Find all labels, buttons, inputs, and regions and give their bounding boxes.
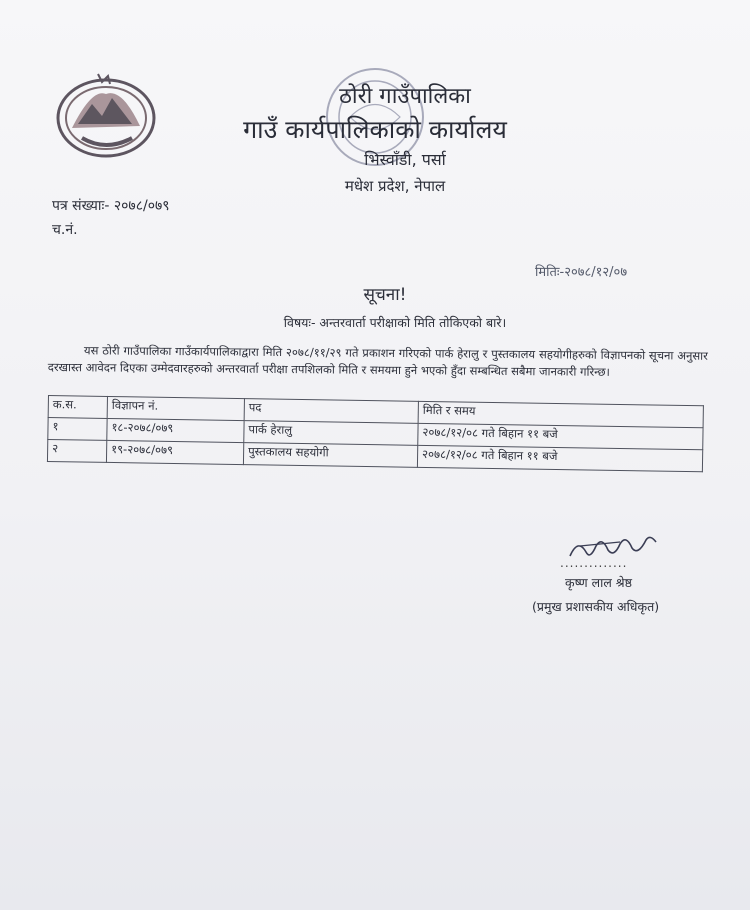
notice-title: सूचना! [363, 285, 407, 305]
interview-schedule-table [47, 395, 704, 472]
table-cell: २०७८/१२/०८ गते बिहान ११ बजे [418, 423, 703, 449]
notice-body-text: यस ठोरी गाउँपालिका गाउँकार्यपालिकाद्वारा मिति २०७८/११/२९ गते प्रकाशन गरिएको पार्क हेरालु र पुस्तकालय सहयोगीहरुको विज्ञापनको सूचना अनुसार दरखास्त आवेदन दिएका उम्मेदवारहरुको अन्तरवार्ता परीक्षा तपशिलको मिति र समयमा हुने भएको हुँदा सम्बन्धित सबैमा जानकारी गरिन्छ। [47, 343, 708, 379]
table-cell: पुस्तकालय सहयोगी [243, 443, 417, 468]
table-cell: पार्क हेरालु [244, 421, 418, 446]
table-header-cell: पद [244, 399, 418, 424]
table-cell: १९-२०७८/०७९ [106, 440, 243, 464]
office-location: भिस्वाँडी, पर्सा [364, 150, 446, 169]
municipality-name: ठोरी गाउँपालिका [339, 84, 471, 109]
province-country: मधेश प्रदेश, नेपाल [344, 177, 446, 195]
notice-body [48, 342, 708, 382]
table-cell: १ [48, 418, 107, 441]
table-header-cell: क.स. [48, 396, 107, 419]
dispatch-number: च.नं. [52, 222, 78, 238]
signatory-name: कृष्ण लाल श्रेष्ठ [565, 575, 633, 590]
signatory-post: (प्रमुख प्रशासकीय अधिकृत) [532, 599, 660, 614]
notice-date: मितिः-२०७८/१२/०७ [535, 265, 628, 280]
table-cell: २ [47, 440, 106, 463]
office-name: गाउँ कार्यपालिकाको कार्यालय [243, 115, 507, 144]
notice-subject: विषयः- अन्तरवार्ता परीक्षाको मिति तोकिएको बारे। [283, 315, 507, 330]
table-cell: १८-२०७८/०७९ [107, 418, 244, 442]
table-cell: २०७८/१२/०८ गते बिहान ११ बजे [417, 445, 702, 471]
signature-line: .............. [560, 556, 628, 570]
table-header-cell: विज्ञापन नं. [107, 396, 244, 420]
table-header-cell: मिति र समय [418, 401, 703, 427]
letter-number: पत्र संख्याः- २०७८/०७९ [52, 198, 170, 214]
